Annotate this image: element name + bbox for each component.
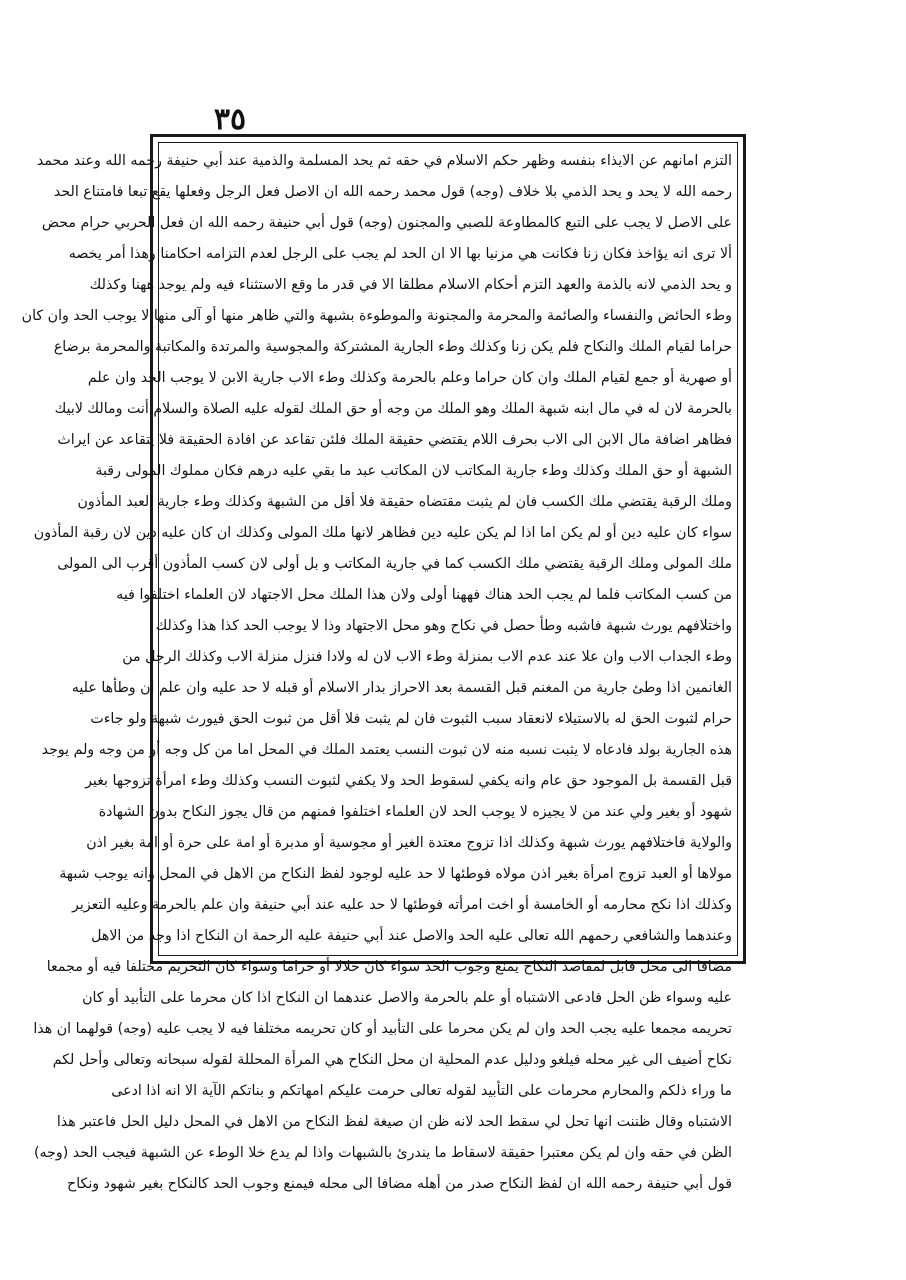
text-line: واختلافهم يورث شبهة فاشبه وطأ حصل في نكاح وهو محل الاجتهاد وذا لا يوجب الحد كذا هذا وكذلك — [155, 618, 732, 634]
text-line: والولاية فاختلافهم يورث شبهة وكذلك اذا تزوج معتدة الغير أو مجوسية أو مدبرة أو امة على حرة أو امة بغير اذن — [86, 835, 732, 851]
text-line: وطء الجداب الاب وان علا عند عدم الاب بمنزلة وطء الاب لان له ولادا فنزل منزلة الاب وكذلك الرجل من — [122, 649, 732, 665]
text-line: تحريمه مجمعا عليه يجب الحد وان لم يكن محرما على التأبيد أو كان تحريمه مختلفا فيه لا يجب عليه (وجه) قولهما ان هذا — [33, 1021, 732, 1037]
text-line: مضافا الى محل قابل لمقاصد النكاح يمنع وجوب الحد سواء كان حلالا أو حراما وسواء كان التحريم مختلفا فيه أو مجمعا — [46, 959, 732, 975]
text-line: الشبهة أو حق الملك وكذلك وطء جارية المكاتب لان المكاتب عبد ما بقي عليه درهم فكان مملوك المولى رقبة — [95, 463, 732, 479]
text-line: و يحد الذمي لانه بالذمة والعهد التزم أحكام الاسلام مطلقا الا في قدر ما وقع الاستثناء فيه ولم يوجد ههنا وكذلك — [89, 277, 732, 293]
text-line: قبل القسمة بل الموجود حق عام وانه يكفي لسقوط الحد ولا يكفي لثبوت النسب وكذلك وطء امرأة تزوجها بغير — [85, 773, 732, 789]
text-line: الظن في حقه وان لم يكن معتبرا حقيقة لاسقاط ما يندرئ بالشبهات واذا لم يدع خلا الوطء عن الشبهة فيجب الحد (وجه) — [33, 1145, 732, 1161]
text-line: الغانمين اذا وطئ جارية من المغنم قبل القسمة بعد الاحراز بدار الاسلام أو قبله لا حد عليه وان علم ان وطأها عليه — [71, 680, 732, 696]
main-text-block — [21, 146, 732, 1192]
text-line: الاشتباه وقال ظننت انها تحل لي سقط الحد لانه ظن ان صيغة لفظ النكاح من الاهل في المحل دليل الحل فاعتبر هذا — [56, 1114, 732, 1130]
text-line: وطء الحائض والنفساء والصائمة والمحرمة والمجنونة والموطوءة بشبهة والتي ظاهر منها أو آلى منها لا يوجب الحد وان كان — [21, 308, 732, 324]
text-line: وعندهما والشافعي رحمهم الله تعالى عليه الحد والاصل عند أبي حنيفة عليه الرحمة ان النكاح اذا وجد من الاهل — [91, 928, 732, 944]
text-line: فظاهر اضافة مال الابن الى الاب بحرف اللام يقتضي حقيقة الملك فلئن تقاعد عن افادة الحقيقة فلا يتقاعد عن ايراث — [57, 432, 732, 448]
page-number: ٣٥ — [213, 102, 247, 137]
text-line: حراما لقيام الملك والنكاح فلم يكن زنا وكذلك وطء الجارية المشتركة والمجوسية والمرتدة والمكاتبة والمحرمة برضاع — [53, 339, 732, 355]
text-line: رحمه الله لا يحد و يحد الذمي بلا خلاف (وجه) قول محمد رحمه الله ان الاصل فعل الرجل وفعلها يقع تبعا فامتناع الحد — [53, 184, 732, 200]
text-line: وملك الرقبة يقتضي ملك الكسب فان لم يثبت مقتضاه حقيقة فلا أقل من الشبهة وكذلك وطء جارية العبد المأذون — [77, 494, 732, 510]
text-line: سواء كان عليه دين أو لم يكن اما اذا لم يكن عليه دين فظاهر لانها ملك المولى وكذلك ان كان عليه دين لان رقبة المأذون — [33, 525, 732, 541]
text-line: هذه الجارية بولد فادعاه لا يثبت نسبه منه لان ثبوت النسب يعتمد الملك في المحل اما من كل وجه أو من وجه ولم يوجد — [41, 742, 732, 758]
text-line: بالحرمة لان له في مال ابنه شبهة الملك وهو الملك من وجه أو حق الملك لقوله عليه الصلاة والسلام أنت ومالك لابيك — [54, 401, 732, 417]
text-line: نكاح أضيف الى غير محله فيلغو ودليل عدم المحلية ان محل النكاح هي المرأة المحللة لقوله سبحانه وتعالى وأحل لكم — [52, 1052, 732, 1068]
text-line: عليه وسواء ظن الحل فادعى الاشتباه أو علم بالحرمة والاصل عندهما ان النكاح اذا كان محرما على التأبيد أو كان — [82, 990, 732, 1006]
text-line: أو صهرية أو جمع لقيام الملك وان كان حراما وعلم بالحرمة وكذلك وطء الاب جارية الابن لا يوجب الحد وان علم — [87, 370, 732, 386]
text-line: حرام لثبوت الحق له بالاستيلاء لانعقاد سبب الثبوت فان لم يثبت فلا أقل من ثبوت الحق فيورث شبهة ولو جاءت — [90, 711, 732, 727]
text-line: قول أبي حنيفة رحمه الله ان لفظ النكاح صدر من أهله مضافا الى محله فيمنع وجوب الحد كالنكاح بغير شهود ونكاح — [67, 1176, 732, 1192]
text-line: ملك المولى وملك الرقبة يقتضي ملك الكسب كما في جارية المكاتب و بل أولى لان كسب المأذون أقرب الى المولى — [57, 556, 732, 572]
text-line: من كسب المكاتب فلما لم يجب الحد هناك فههنا أولى ولان هذا الملك محل الاجتهاد لان العلماء اختلفوا فيه — [116, 587, 732, 603]
text-line: ألا ترى انه يؤاخذ فكان زنا فكانت هي مزنيا بها الا ان الحد لم يجب على الرجل لعدم التزامه احكامنا وهذا أمر يخصه — [68, 246, 732, 262]
text-line: مولاها أو العبد تزوج امرأة بغير اذن مولاه فوطئها لا حد عليه لوجود لفظ النكاح من الاهل في المحل وانه يوجب شبهة — [59, 866, 732, 882]
text-line: على الاصل لا يجب على التبع كالمطاوعة للصبي والمجنون (وجه) قول أبي حنيفة رحمه الله ان فعل الحربي حرام محض — [41, 215, 732, 231]
text-line: التزم امانهم عن الايذاء بنفسه وظهر حكم الاسلام في حقه ثم يحد المسلمة والذمية عند أبي حنيفة رحمه الله وعند محمد — [36, 153, 732, 169]
text-line: ما وراء ذلكم والمحارم محرمات على التأبيد لقوله تعالى حرمت عليكم امهاتكم و بناتكم الآية الا انه اذا ادعى — [111, 1083, 732, 1099]
text-line: شهود أو بغير ولي عند من لا يجيزه لا يوجب الحد لان العلماء اختلفوا فمنهم من قال يجوز النكاح بدون الشهادة — [98, 804, 732, 820]
text-line: وكذلك اذا نكح محارمه أو الخامسة أو اخت امرأته فوطئها لا حد عليه عند أبي حنيفة وان علم بالحرمة وعليه التعزير — [72, 897, 732, 913]
